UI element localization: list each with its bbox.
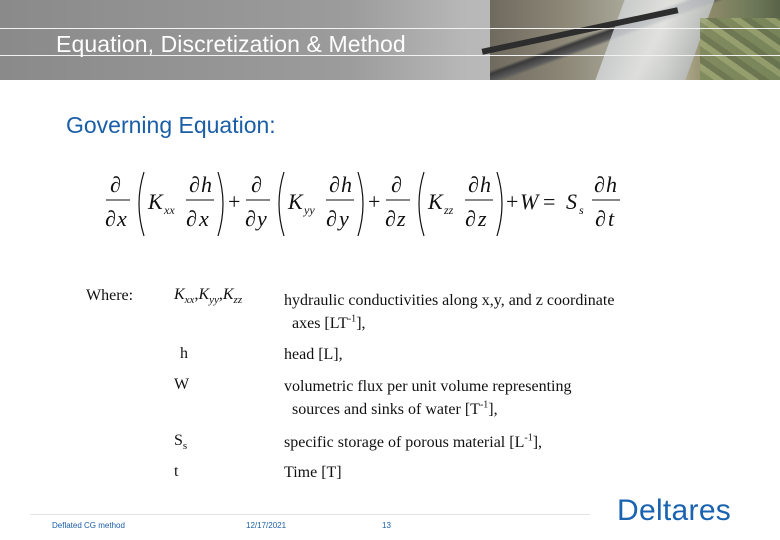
eq-dz-3b-d: ∂ xyxy=(465,206,476,231)
eq-dt-d: ∂ xyxy=(595,206,606,231)
governing-equation xyxy=(100,168,630,240)
desc-volumetric-flux xyxy=(284,375,571,421)
desc-w-line2-text: sources and sinks of water [T xyxy=(292,401,480,418)
eq-K-3-sub: zz xyxy=(444,203,454,217)
symbol-sep-2: , xyxy=(218,286,223,303)
eq-dt-t: t xyxy=(608,206,615,231)
eq-dx-1-d: ∂ xyxy=(105,206,116,231)
eq-dy-2b-d: ∂ xyxy=(326,206,337,231)
symbol-k-2-sub: yy xyxy=(209,294,219,307)
desc-time: Time [T] xyxy=(284,464,342,481)
desc-ss-text: specific storage of porous material [L xyxy=(284,434,525,451)
desc-k-line1: hydraulic conductivities along x,y, and z coordinate xyxy=(284,292,615,309)
desc-k-tail: ], xyxy=(356,315,366,332)
eq-K-1-sub: xx xyxy=(164,203,175,217)
eq-plus-1: + xyxy=(228,189,241,214)
eq-dh-1-h: h xyxy=(201,172,212,197)
symbol-k-2: K xyxy=(198,286,210,303)
desc-specific-storage xyxy=(284,431,542,454)
desc-hydraulic-conductivity xyxy=(284,289,614,335)
eq-dy-2b-y: y xyxy=(339,206,349,231)
eq-S: S xyxy=(566,189,577,214)
desc-k-line2-text: axes [LT xyxy=(292,315,348,332)
eq-dh-2-h: h xyxy=(341,172,352,197)
eq-d-2: ∂ xyxy=(251,172,262,197)
eq-dz-3-d: ∂ xyxy=(385,206,396,231)
symbol-t: t xyxy=(174,463,179,480)
header-photo xyxy=(490,0,780,80)
symbol-ss xyxy=(174,432,188,453)
eq-d-3: ∂ xyxy=(391,172,402,197)
symbol-kxx-kyy-kzz xyxy=(174,286,243,307)
eq-W: W xyxy=(520,189,539,214)
eq-K-1: K xyxy=(148,189,163,214)
eq-dz-3b-z: z xyxy=(478,206,487,231)
desc-ss-tail: ], xyxy=(532,434,543,451)
eq-dh-2-d: ∂ xyxy=(329,172,340,197)
footer-rule xyxy=(30,514,590,515)
desc-head: head [L], xyxy=(284,346,343,363)
footer-left-text: Deflated CG method xyxy=(52,521,125,530)
eq-S-sub: s xyxy=(579,203,584,217)
eq-dh-3-h: h xyxy=(480,172,491,197)
where-label: Where: xyxy=(86,287,134,304)
symbol-w: W xyxy=(174,376,190,393)
eq-K-3: K xyxy=(428,189,443,214)
desc-ss-sup: -1 xyxy=(524,432,533,444)
eq-plus-3: + xyxy=(506,189,519,214)
header-rule-top xyxy=(0,28,780,29)
eq-dx-1b-d: ∂ xyxy=(186,206,197,231)
desc-w-sup: -1 xyxy=(479,399,489,411)
symbol-ss-s: S xyxy=(174,432,183,449)
symbol-h: h xyxy=(180,345,188,362)
desc-w-tail: ], xyxy=(488,401,498,418)
footer-page-number: 13 xyxy=(382,521,391,530)
symbol-k-3: K xyxy=(222,286,234,303)
eq-K-2: K xyxy=(288,189,303,214)
symbol-k-3-sub: zz xyxy=(233,294,243,307)
eq-dx-1b-x: x xyxy=(199,206,209,231)
eq-plus-2: + xyxy=(368,189,381,214)
symbol-k-1: K xyxy=(174,286,185,303)
eq-dy-2-d: ∂ xyxy=(245,206,256,231)
eq-dh-t-h: h xyxy=(606,172,617,197)
footer-date: 12/17/2021 xyxy=(246,521,287,530)
eq-equals: = xyxy=(543,189,556,214)
eq-dh-t-d: ∂ xyxy=(594,172,605,197)
eq-K-2-sub: yy xyxy=(304,203,315,217)
desc-w-line2 xyxy=(284,398,571,421)
eq-dh-1-d: ∂ xyxy=(189,172,200,197)
eq-d-1: ∂ xyxy=(110,172,121,197)
desc-k-line2 xyxy=(284,312,614,335)
slide-title: Equation, Discretization & Method xyxy=(56,31,406,57)
symbol-sep-1: , xyxy=(194,286,199,303)
eq-dz-3-z: z xyxy=(397,206,406,231)
desc-k-sup: -1 xyxy=(347,313,357,325)
symbol-k-1-sub: xx xyxy=(184,294,195,307)
desc-w-line1: volumetric flux per unit volume representing xyxy=(284,378,572,395)
symbol-ss-sub: s xyxy=(182,440,188,453)
eq-dh-3-d: ∂ xyxy=(468,172,479,197)
header-banner xyxy=(0,0,780,80)
eq-dx-1-x: x xyxy=(117,206,127,231)
section-title: Governing Equation: xyxy=(66,112,276,138)
eq-dy-2-y: y xyxy=(257,206,267,231)
deltares-logo: Deltares xyxy=(617,494,732,527)
